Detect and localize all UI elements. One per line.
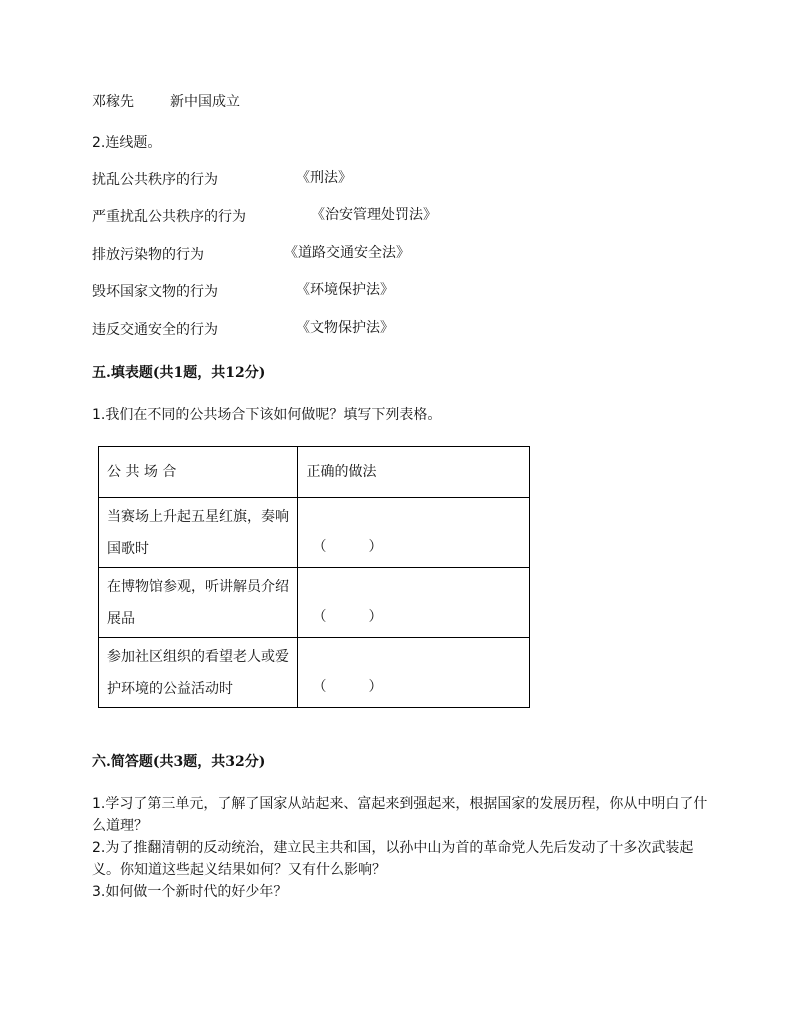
matching-law-1: 《刑法》 (296, 170, 352, 186)
answer-blank[interactable]: （ ） (312, 608, 383, 625)
table-cell-answer[interactable] (298, 498, 530, 568)
matching-behavior-5: 违反交通安全的行为 (92, 322, 218, 338)
table-cell-answer[interactable] (298, 568, 530, 638)
table-header-answer-text: 正确的做法 (306, 464, 377, 480)
table-header-answer (298, 447, 530, 498)
table-cell-place (99, 498, 298, 568)
table-cell-place (99, 638, 298, 708)
matching-law-4: 《环境保护法》 (296, 282, 394, 298)
section5-title: 五.填表题(共1题，共12分) (92, 365, 266, 381)
table-header-place-text: 公 共 场 合 (107, 464, 177, 480)
table-cell-answer[interactable] (298, 638, 530, 708)
matching-law-5: 《文物保护法》 (296, 320, 394, 336)
section6-question-3: 3.如何做一个新时代的好少年？ (92, 884, 288, 900)
section6-title: 六.简答题(共3题，共32分) (92, 754, 266, 770)
matching-behavior-4: 毁坏国家文物的行为 (92, 284, 218, 300)
place-text: 在博物馆参观，听讲解员介绍展品 (107, 578, 289, 627)
section6-question-1: 1.学习了第三单元，了解了国家从站起来、富起来到强起来，根据国家的发展历程，你从中明白了什么道理？ (92, 796, 708, 834)
matching-behavior-2: 严重扰乱公共秩序的行为 (92, 209, 246, 225)
table-row (99, 638, 530, 708)
place-text: 当赛场上升起五星红旗，奏响国歌时 (107, 508, 289, 557)
table-cell-place (99, 568, 298, 638)
table-row (99, 498, 530, 568)
table-row (99, 568, 530, 638)
answer-blank[interactable]: （ ） (312, 538, 383, 555)
matching-law-3: 《道路交通安全法》 (284, 245, 410, 261)
matching-title: 2.连线题。 (92, 135, 162, 151)
table-header-row (99, 447, 530, 498)
matching-behavior-3: 排放污染物的行为 (92, 247, 204, 263)
place-text: 参加社区组织的看望老人或爱护环境的公益活动时 (107, 648, 289, 697)
answer-table (98, 446, 530, 708)
section6-question-2: 2.为了推翻清朝的反动统治，建立民主共和国，以孙中山为首的革命党人先后发动了十多次武装起义。你知道这些起义结果如何？又有什么影响？ (92, 840, 694, 878)
top-line-name: 邓稼先 (92, 94, 134, 110)
section5-question: 1.我们在不同的公共场合下该如何做呢？填写下列表格。 (92, 407, 442, 423)
table-header-place (99, 447, 298, 498)
matching-law-2: 《治安管理处罚法》 (311, 207, 437, 223)
top-line-event: 新中国成立 (170, 94, 240, 110)
answer-blank[interactable]: （ ） (312, 678, 383, 695)
matching-behavior-1: 扰乱公共秩序的行为 (92, 172, 218, 188)
